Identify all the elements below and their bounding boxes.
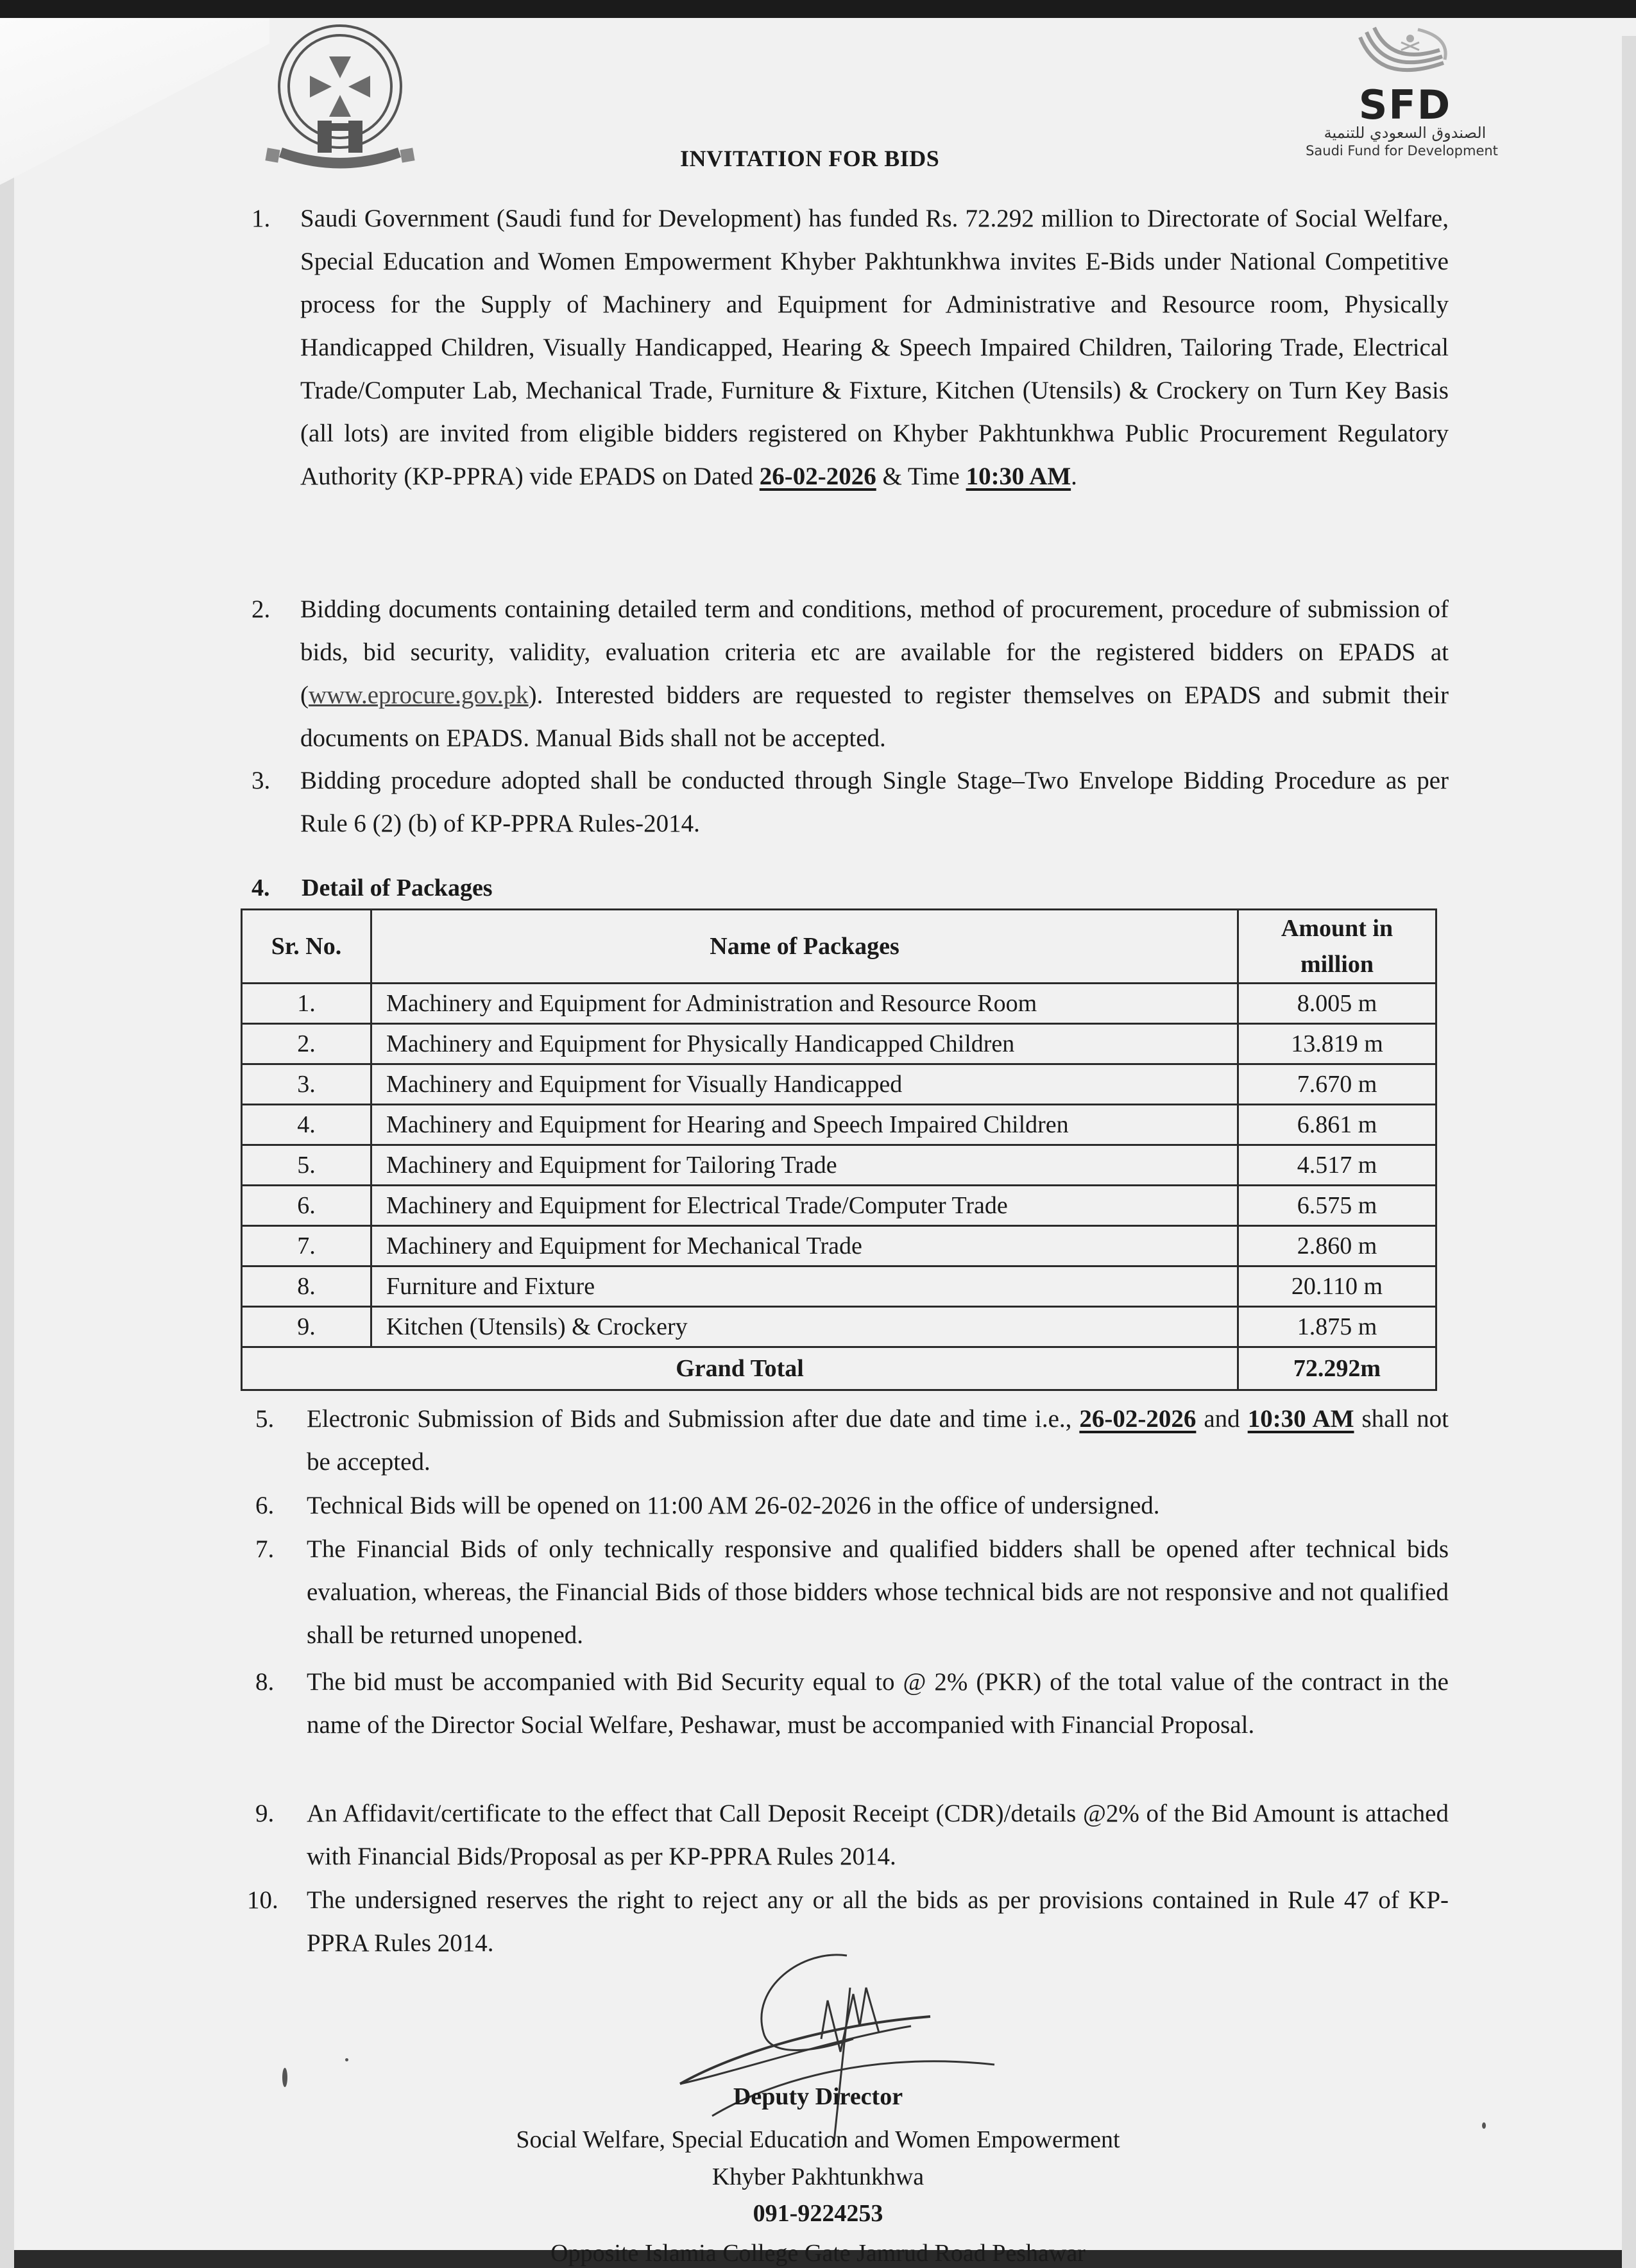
table-row — [242, 1226, 1436, 1266]
paragraph-2 — [300, 588, 1449, 760]
cell-sr: 3. — [242, 1064, 371, 1105]
handwritten-signature — [609, 1949, 1059, 2142]
paragraph-number: 6. — [255, 1492, 275, 1519]
cell-sr: 4. — [242, 1105, 371, 1145]
paragraph-number: 1. — [251, 205, 271, 232]
paragraph-text: and — [1196, 1405, 1248, 1433]
cell-sr: 6. — [242, 1186, 371, 1226]
document-page — [0, 18, 1636, 2267]
scan-top-border — [0, 0, 1636, 18]
cell-sr: 7. — [242, 1226, 371, 1266]
paragraph-text: . — [1071, 463, 1077, 490]
paragraph-text: ). Interested bidders are requested to register themselves on EPADS and submit their documents on EPADS. Manual Bids shall not be accepted. — [300, 681, 1449, 752]
cell-amount: 1.875 m — [1238, 1307, 1436, 1347]
paragraph-6: Technical Bids will be opened on 11:00 AM 26-02-2026 in the office of undersigned. — [307, 1492, 1160, 1519]
cell-amount: 6.575 m — [1238, 1186, 1436, 1226]
paragraph-text: Saudi Government (Saudi fund for Development) has funded Rs. 72.292 million to Directorate of Social Welfare, Special Education and Women Empowerment Khyber Pakhtunkhwa invites E-Bids under National Competitive process for the Supply of Machinery and Equipment for Administrative and Resource room, Physically Handicapped Children, Visually Handicapped, Hearing & Speech Impaired Children, Tailoring Trade, Electrical Trade/Computer Lab, Mechanical Trade, Furniture & Fixture, Kitchen (Utensils) & Crockery on Turn Key Basis (all lots) are invited from eligible bidders registered on Khyber Pakhtunkhwa Public Procurement Regulatory Authority (KP-PPRA) vide EPADS on Dated — [300, 205, 1449, 490]
paragraph-number: 8. — [255, 1668, 275, 1696]
cell-amount: 2.860 m — [1238, 1226, 1436, 1266]
cell-package-name: Machinery and Equipment for Electrical Trade/Computer Trade — [371, 1186, 1238, 1226]
column-header-name: Name of Packages — [371, 910, 1238, 984]
packages-table — [241, 908, 1437, 1391]
sfd-logo — [1257, 18, 1501, 159]
sfd-arabic-name: الصندوق السعودي للتنمية — [1324, 124, 1487, 142]
submission-date: 26-02-2026 — [1079, 1405, 1197, 1433]
section-number: 4. — [251, 874, 270, 901]
provincial-emblem-logo — [253, 26, 427, 180]
paragraph-text: Electronic Submission of Bids and Submission after due date and time i.e., — [307, 1405, 1080, 1433]
office-address: Opposite Islamia College Gate Jamrud Road Peshawar — [550, 2240, 1086, 2267]
grand-total-amount: 72.292m — [1238, 1347, 1436, 1390]
paragraph-number: 2. — [251, 595, 271, 623]
paragraph-text: & Time — [876, 463, 966, 490]
table-row — [242, 1024, 1436, 1064]
cell-package-name: Machinery and Equipment for Visually Handicapped — [371, 1064, 1238, 1105]
cell-package-name: Machinery and Equipment for Physically Handicapped Children — [371, 1024, 1238, 1064]
paragraph-1 — [300, 197, 1449, 498]
table-row — [242, 1266, 1436, 1307]
cell-package-name: Machinery and Equipment for Mechanical Trade — [371, 1226, 1238, 1266]
submission-time: 10:30 AM — [1247, 1405, 1354, 1433]
cell-package-name: Machinery and Equipment for Tailoring Trade — [371, 1145, 1238, 1186]
cell-amount: 7.670 m — [1238, 1064, 1436, 1105]
sfd-english-name: Saudi Fund for Development — [1306, 143, 1498, 158]
paragraph-number: 9. — [255, 1800, 275, 1827]
cell-package-name: Furniture and Fixture — [371, 1266, 1238, 1307]
paragraph-number: 7. — [255, 1535, 275, 1563]
table-row — [242, 1105, 1436, 1145]
table-row — [242, 1064, 1436, 1105]
column-header-amount: Amount in million — [1238, 910, 1436, 984]
cell-amount: 6.861 m — [1238, 1105, 1436, 1145]
grand-total-row — [242, 1347, 1436, 1390]
table-row — [242, 984, 1436, 1024]
page-left-edge — [0, 36, 14, 2268]
contact-phone: 091-9224253 — [753, 2200, 883, 2227]
sfd-acronym: SFD — [1358, 81, 1452, 128]
cell-sr: 5. — [242, 1145, 371, 1186]
paragraph-number: 3. — [251, 767, 271, 794]
table-row — [242, 1186, 1436, 1226]
paragraph-number: 10. — [247, 1886, 278, 1914]
cell-sr: 9. — [242, 1307, 371, 1347]
paragraph-text: shall not be accepted. — [307, 1405, 1449, 1476]
section-title: Detail of Packages — [302, 874, 493, 901]
sfd-emblem-icon — [1354, 24, 1456, 82]
folded-corner — [0, 18, 269, 185]
signatory-designation: Deputy Director — [733, 2083, 903, 2110]
cell-package-name: Machinery and Equipment for Administration and Resource Room — [371, 984, 1238, 1024]
table-row — [242, 1145, 1436, 1186]
paragraph-7: The Financial Bids of only technically responsive and qualified bidders shall be opened after technical bids evaluation, whereas, the Financial Bids of those bidders whose technical bids are not responsive and not qualified shall be returned unopened. — [307, 1535, 1449, 1649]
paragraph-10: The undersigned reserves the right to reject any or all the bids as per provisions contained in Rule 47 of KP-PPRA Rules 2014. — [307, 1886, 1449, 1957]
signatory-department: Social Welfare, Special Education and Women Empowerment — [516, 2126, 1120, 2153]
cell-sr: 8. — [242, 1266, 371, 1307]
eprocure-link[interactable]: www.eprocure.gov.pk — [309, 681, 529, 709]
emblem-icon — [253, 26, 427, 180]
cell-amount: 8.005 m — [1238, 984, 1436, 1024]
cell-amount: 20.110 m — [1238, 1266, 1436, 1307]
cell-sr: 2. — [242, 1024, 371, 1064]
bid-time: 10:30 AM — [966, 463, 1071, 490]
cell-package-name: Kitchen (Utensils) & Crockery — [371, 1307, 1238, 1347]
paragraph-9: An Affidavit/certificate to the effect that Call Deposit Receipt (CDR)/details @2% of the Bid Amount is attached with Financial Bids/Proposal as per KP-PPRA Rules 2014. — [307, 1800, 1449, 1870]
document-title: INVITATION FOR BIDS — [680, 146, 940, 171]
cell-sr: 1. — [242, 984, 371, 1024]
page-right-edge — [1622, 36, 1636, 2268]
cell-package-name: Machinery and Equipment for Hearing and Speech Impaired Children — [371, 1105, 1238, 1145]
packages-section-heading — [251, 874, 493, 902]
signatory-province: Khyber Pakhtunkhwa — [711, 2163, 925, 2190]
cell-amount: 4.517 m — [1238, 1145, 1436, 1186]
table-header-row — [242, 910, 1436, 984]
cell-amount: 13.819 m — [1238, 1024, 1436, 1064]
paragraph-text: Bidding documents containing detailed term and conditions, method of procurement, procedure of submission of bids, bid security, validity, evaluation criteria etc are available for the registered bidders on EPADS at ( — [300, 595, 1449, 709]
paragraph-number: 5. — [255, 1405, 275, 1433]
paragraph-5 — [307, 1397, 1449, 1483]
grand-total-label: Grand Total — [242, 1347, 1238, 1390]
table-row — [242, 1307, 1436, 1347]
paragraph-8: The bid must be accompanied with Bid Security equal to @ 2% (PKR) of the total value of the contract in the name of the Director Social Welfare, Peshawar, must be accompanied with Financial Proposal. — [307, 1668, 1449, 1739]
column-header-sr: Sr. No. — [242, 910, 371, 984]
paragraph-3: Bidding procedure adopted shall be conducted through Single Stage–Two Envelope Bidding Procedure as per Rule 6 (2) (b) of KP-PPRA Rules-2014. — [300, 767, 1449, 837]
bid-date: 26-02-2026 — [759, 463, 876, 490]
